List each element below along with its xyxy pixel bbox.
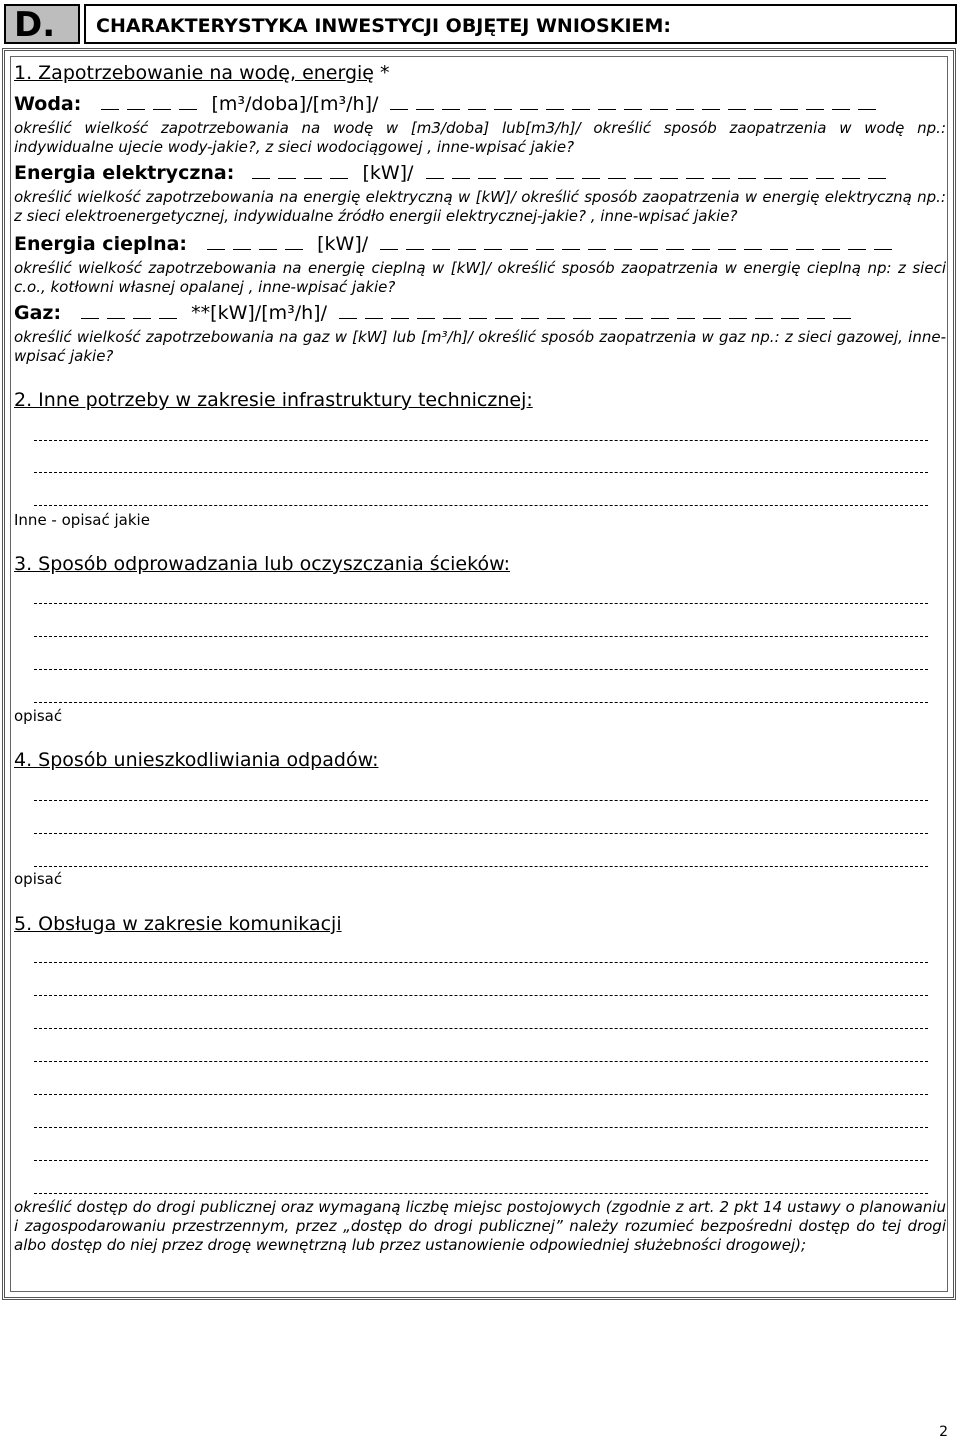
section5-line-1[interactable] [34,962,928,963]
section2-line-1[interactable] [34,440,928,441]
section4-note: opisać [14,870,63,888]
section-header [2,2,957,46]
section3-line-4[interactable] [34,702,928,703]
page-number: 2 [939,1424,948,1440]
section1-heading: 1. Zapotrzebowanie na wodę, energię [14,62,374,84]
section-title: CHARAKTERYSTYKA INWESTYCJI OBJĘTEJ WNIOSKIEM: [84,4,957,44]
section1-heading-wrap [14,62,390,84]
gaz-unit: **[kW]/[m³/h]/ [191,302,327,324]
section2-heading: 2. Inne potrzeby w zakresie infrastruktury technicznej: [14,389,533,411]
energia-ciep-label: Energia cieplna: [14,233,188,255]
woda-note: określić wielkość zapotrzebowania na wodę w [m3/doba] lub[m3/h]/ określić sposób zaopatrzenia w wodę np.: indywidualne ujecie wody-jakie?, z sieci wodociągowej , inne-wpisać jakie? [14,119,946,156]
section5-line-4[interactable] [34,1061,928,1062]
section1-star: * [374,62,390,84]
section5-heading: 5. Obsługa w zakresie komunikacji [14,913,342,935]
energia-ciep-unit: [kW]/ [317,233,369,255]
energia-ciep-row [14,233,900,255]
section3-line-1[interactable] [34,603,928,604]
section3-line-2[interactable] [34,636,928,637]
gaz-label: Gaz: [14,302,62,324]
section2-line-2[interactable] [34,472,928,473]
energia-ciep-note: określić wielkość zapotrzebowania na energię cieplną w [kW]/ określić sposób zaopatrzenia w energię cieplną np: z sieci c.o., kotłowni własnej opalanej , inne-wpisać jakie? [14,259,946,296]
section4-line-2[interactable] [34,833,928,834]
section2-note: Inne - opisać jakie [14,511,150,529]
energia-el-unit: [kW]/ [362,162,414,184]
section-letter: D. [4,4,80,44]
energia-el-label: Energia elektryczna: [14,162,235,184]
section3-line-3[interactable] [34,669,928,670]
section2-line-3[interactable] [34,505,928,506]
woda-unit: [m³/doba]/[m³/h]/ [211,93,379,115]
section5-line-2[interactable] [34,995,928,996]
section5-line-6[interactable] [34,1127,928,1128]
energia-ciep-input[interactable] [380,233,900,255]
woda-row [14,93,884,115]
energia-el-row [14,162,894,184]
section4-heading: 4. Sposób unieszkodliwiania odpadów: [14,749,379,771]
section3-heading: 3. Sposób odprowadzania lub oczyszczania ścieków: [14,553,510,575]
energia-el-note: określić wielkość zapotrzebowania na energię elektryczną w [kW]/ określić sposób zaopatrzenia w energię elektryczną np.: z sieci elektroenergetycznej, indywidualne źródło energii elektrycznej-jakie? , inne-wpisać jakie? [14,188,946,225]
section4-line-1[interactable] [34,800,928,801]
section3-note: opisać [14,707,63,725]
woda-input[interactable] [390,93,884,115]
section5-line-5[interactable] [34,1094,928,1095]
gaz-input[interactable] [339,302,859,324]
section5-line-8[interactable] [34,1193,928,1194]
section5-line-7[interactable] [34,1160,928,1161]
section5-line-3[interactable] [34,1028,928,1029]
section4-line-3[interactable] [34,866,928,867]
gaz-note: określić wielkość zapotrzebowania na gaz w [kW] lub [m³/h]/ określić sposób zaopatrzenia w gaz np.: z sieci gazowej, inne-wpisać jakie? [14,328,946,365]
section5-note: określić dostęp do drogi publicznej oraz wymaganą liczbę miejsc postojowych (zgodnie z art. 2 pkt 14 ustawy o planowaniu i zagospodarowaniu przestrzennym, przez „dostęp do drogi publicznej” należy rozumieć bezpośredni dostęp do tej drogi albo dostęp do niej przez drogę wewnętrzną lub przez ustanowienie odpowiedniej służebności drogowej); [14,1198,946,1254]
woda-label: Woda: [14,93,82,115]
energia-el-input[interactable] [426,162,894,184]
gaz-row [14,302,859,324]
